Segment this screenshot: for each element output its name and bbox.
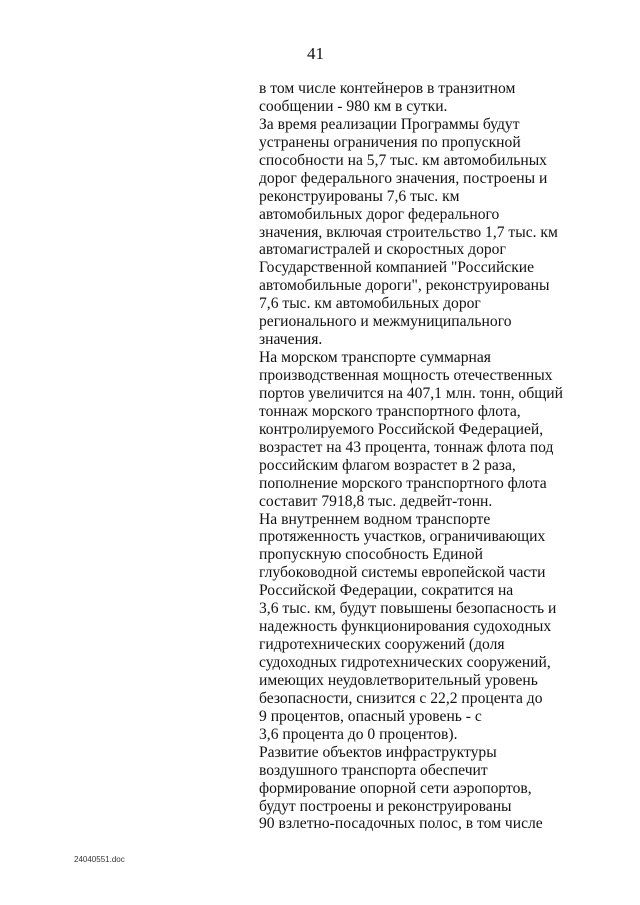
- text-line: протяженность участков, ограничивающих: [259, 528, 546, 546]
- text-line: надежность функционирования судоходных: [259, 618, 552, 636]
- text-line: портов увеличится на 407,1 млн. тонн, общий: [259, 384, 563, 402]
- text-line: контролируемого Российской Федерацией,: [259, 420, 544, 438]
- text-line: российским флагом возрастет в 2 раза,: [259, 456, 516, 474]
- text-line: безопасности, снизится с 22,2 процента до: [259, 689, 543, 707]
- text-line: тоннаж морского транспортного флота,: [259, 402, 521, 420]
- text-line: глубоководной системы европейской части: [259, 564, 546, 582]
- text-line: формирование опорной сети аэропортов,: [259, 779, 532, 797]
- text-line: пропускную способность Единой: [259, 546, 483, 564]
- document-body: [259, 80, 563, 833]
- text-line: имеющих неудовлетворительный уровень: [259, 671, 538, 689]
- text-line: 3,6 процента до 0 процентов).: [259, 725, 458, 743]
- text-line: За время реализации Программы будут: [259, 115, 520, 133]
- text-line: Государственной компанией "Российские: [259, 259, 535, 277]
- text-line: составит 7918,8 тыс. дедвейт-тонн.: [259, 492, 493, 510]
- text-line: гидротехнических сооружений (доля: [259, 636, 505, 654]
- text-line: На внутреннем водном транспорте: [259, 510, 491, 528]
- text-line: воздушного транспорта обеспечит: [259, 761, 488, 779]
- text-line: дорог федерального значения, построены и: [259, 169, 548, 187]
- text-line: возрастет на 43 процента, тоннаж флота под: [259, 438, 554, 456]
- text-line: будут построены и реконструированы: [259, 797, 512, 815]
- text-line: в том числе контейнеров в транзитном: [259, 80, 516, 97]
- text-line: производственная мощность отечественных: [259, 367, 553, 384]
- text-line: судоходных гидротехнических сооружений,: [259, 654, 551, 671]
- text-line: автомобильные дороги", реконструированы: [259, 277, 550, 295]
- text-line: сообщении - 980 км в сутки.: [259, 97, 448, 115]
- text-line: устранены ограничения по пропускной: [259, 133, 521, 151]
- text-line: 9 процентов, опасный уровень - с: [259, 707, 482, 725]
- text-line: регионального и межмуниципального: [259, 313, 512, 331]
- footer-filename: 24040551.doc: [74, 855, 125, 864]
- text-line: автомобильных дорог федерального: [259, 205, 500, 223]
- page-number: 41: [307, 44, 324, 63]
- text-line: Российской Федерации, сократится на: [259, 582, 514, 600]
- text-line: автомагистралей и скоростных дорог: [259, 241, 506, 259]
- text-line: На морском транспорте суммарная: [259, 349, 491, 367]
- text-line: способности на 5,7 тыс. км автомобильных: [259, 151, 547, 169]
- text-line: значения.: [259, 331, 323, 349]
- text-line: 7,6 тыс. км автомобильных дорог: [259, 295, 481, 313]
- text-line: Развитие объектов инфраструктуры: [259, 743, 497, 761]
- text-line: 90 взлетно-посадочных полос, в том числе: [259, 815, 543, 833]
- text-line: пополнение морского транспортного флота: [259, 474, 547, 492]
- text-line: значения, включая строительство 1,7 тыс. км: [259, 223, 558, 241]
- text-line: 3,6 тыс. км, будут повышены безопасность и: [259, 600, 557, 618]
- text-line: реконструированы 7,6 тыс. км: [259, 187, 460, 205]
